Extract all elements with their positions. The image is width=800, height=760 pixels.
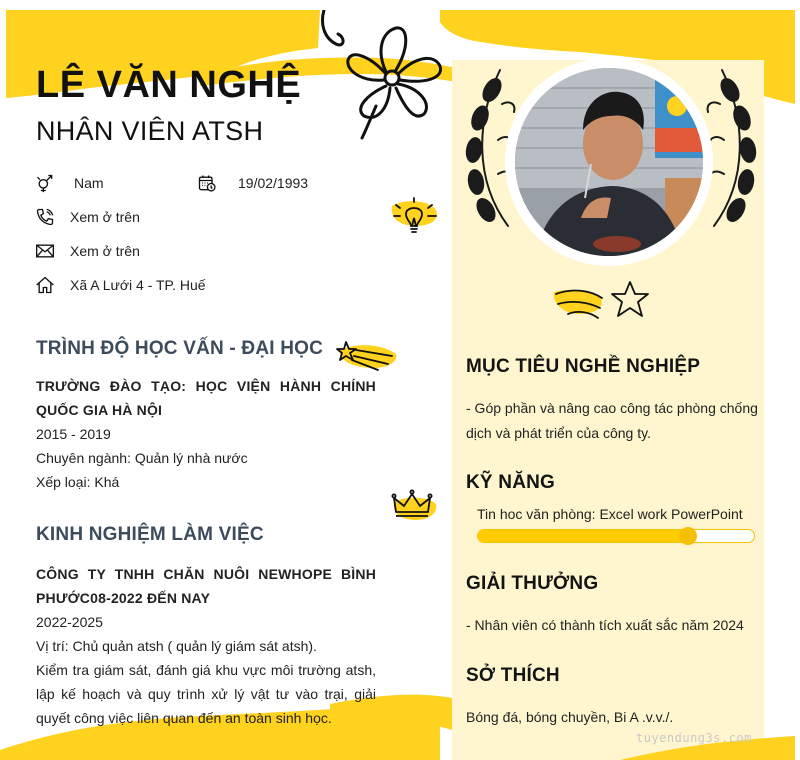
crown-doodle-icon: [388, 488, 442, 524]
skill-level-knob: [679, 527, 697, 545]
experience-block: [36, 562, 376, 730]
hobbies-section-title: SỞ THÍCH: [466, 665, 560, 686]
candidate-name: LÊ VĂN NGHỆ: [36, 64, 302, 106]
gender-row: [34, 172, 104, 194]
light-bulb-doodle-icon: [386, 196, 446, 244]
phone-value: Xem ở trên: [70, 209, 140, 225]
education-period: 2015 - 2019: [36, 426, 111, 442]
education-school: TRƯỜNG ĐÀO TẠO: HỌC VIỆN HÀNH CHÍNH QUỐC GIA HÀ NỘI: [36, 378, 376, 418]
watermark: tuyendung3s.com: [636, 731, 752, 745]
birthday-row: [196, 172, 308, 194]
calendar-icon: [196, 172, 218, 194]
education-rank: Xếp loại: Khá: [36, 474, 120, 490]
avatar-photo: [515, 68, 703, 256]
skills-section-title: KỸ NĂNG: [466, 472, 556, 493]
awards-text: - Nhân viên có thành tích xuất sắc năm 2024: [466, 617, 744, 633]
flower-doodle-icon: [316, 10, 446, 140]
job-title: NHÂN VIÊN ATSH: [36, 116, 264, 146]
phone-row: [34, 206, 140, 228]
awards-section-title: GIẢI THƯỞNG: [466, 573, 599, 594]
hobbies-text: Bóng đá, bóng chuyền, Bi A .v.v./.: [466, 709, 674, 725]
star-doodle-icon: [550, 278, 654, 326]
skill-label: Tin hoc văn phòng: Excel work PowerPoint: [477, 506, 743, 522]
experience-period: 2022-2025: [36, 614, 103, 630]
experience-position: Vị trí: Chủ quản atsh ( quản lý giám sát atsh).: [36, 638, 317, 654]
shooting-star-doodle-icon: [334, 334, 400, 374]
experience-section-title: KINH NGHIỆM LÀM VIỆC: [36, 524, 264, 545]
experience-company: CÔNG TY TNHH CHĂN NUÔI NEWHOPE BÌNH PHƯỚC08-2022 ĐẾN NAY: [36, 566, 376, 606]
experience-description: Kiểm tra giám sát, đánh giá khu vực môi trường atsh, lập kế hoạch và quy trình xử lý vật tư vào trại, giải quyết công việc liên quan đến an toàn sinh học.: [36, 662, 376, 726]
objective-section-title: MỤC TIÊU NGHỀ NGHIỆP: [466, 356, 701, 377]
email-value: Xem ở trên: [70, 243, 140, 259]
education-major: Chuyên ngành: Quản lý nhà nước: [36, 450, 248, 466]
education-block: [36, 374, 376, 494]
gender-icon: [34, 172, 56, 194]
phone-icon: [34, 206, 56, 228]
email-row: [34, 240, 140, 262]
skill-level-fill: [478, 530, 688, 542]
envelope-icon: [34, 240, 56, 262]
address-value: Xã A Lưới 4 - TP. Huế: [70, 277, 206, 293]
skill-level-bar: [477, 529, 755, 543]
education-section-title: TRÌNH ĐỘ HỌC VẤN - ĐẠI HỌC: [36, 338, 324, 359]
objective-text: - Góp phần và nâng cao công tác phòng chống dịch và phát triển của công ty.: [466, 400, 758, 441]
home-icon: [34, 274, 56, 296]
birthday-value: 19/02/1993: [238, 175, 309, 191]
gender-value: Nam: [74, 175, 104, 191]
address-row: [34, 274, 206, 296]
